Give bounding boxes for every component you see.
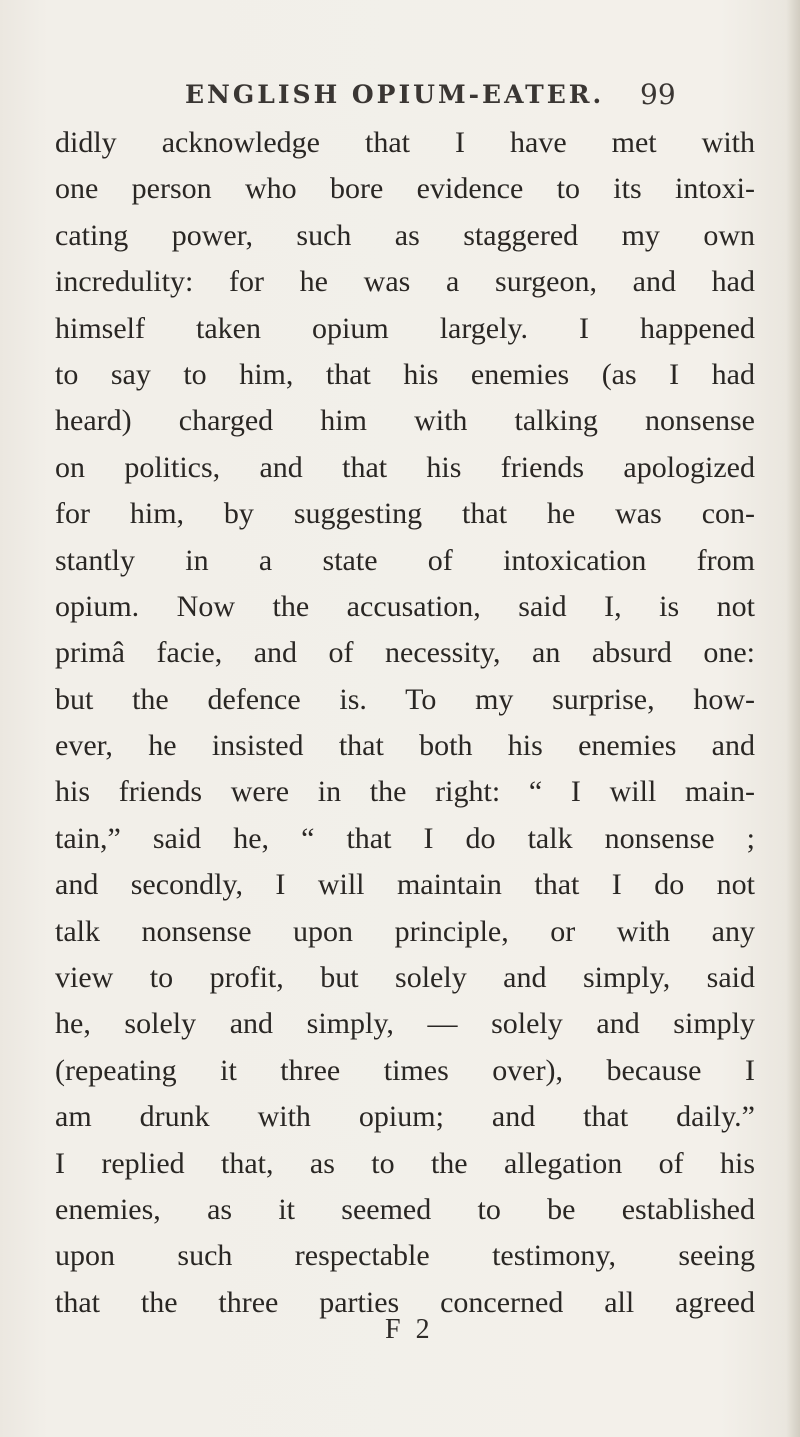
text-line: he, solely and simply, — solely and simply — [55, 1007, 755, 1041]
text-line: (repeating it three times over), because I — [55, 1053, 755, 1087]
text-line: for him, by suggesting that he was con- — [55, 497, 755, 531]
signature-mark: F 2 — [385, 1314, 434, 1345]
text-line: incredulity: for he was a surgeon, and had — [55, 265, 755, 299]
text-line: stantly in a state of intoxication from — [55, 543, 755, 577]
body-text — [55, 120, 755, 1326]
text-line: and secondly, I will maintain that I do not — [55, 868, 755, 902]
text-line: his friends were in the right: “ I will main- — [55, 775, 755, 809]
text-line: himself taken opium largely. I happened — [55, 311, 755, 345]
text-line: I replied that, as to the allegation of his — [55, 1146, 755, 1180]
text-line: one person who bore evidence to its intoxi- — [55, 172, 755, 206]
text-line: tain,” said he, “ that I do talk nonsense ; — [55, 821, 755, 855]
text-line: am drunk with opium; and that daily.” — [55, 1100, 755, 1134]
text-line: talk nonsense upon principle, or with any — [55, 914, 755, 948]
running-title: ENGLISH OPIUM-EATER. — [185, 80, 605, 109]
text-line: ever, he insisted that both his enemies and — [55, 729, 755, 763]
text-line: to say to him, that his enemies (as I had — [55, 357, 755, 391]
text-line: cating power, such as staggered my own — [55, 218, 755, 252]
text-line: heard) charged him with talking nonsense — [55, 404, 755, 438]
text-line: but the defence is. To my surprise, how- — [55, 682, 755, 716]
page-edge-shadow — [786, 0, 800, 1437]
text-line: enemies, as it seemed to be established — [55, 1192, 755, 1226]
text-line: on politics, and that his friends apologized — [55, 450, 755, 484]
text-line: upon such respectable testimony, seeing — [55, 1239, 755, 1273]
text-line: view to profit, but solely and simply, said — [55, 961, 755, 995]
text-line: primâ facie, and of necessity, an absurd one: — [55, 636, 755, 670]
page-number: 99 — [640, 78, 676, 111]
text-line: opium. Now the accusation, said I, is not — [55, 589, 755, 623]
text-line: that the three parties concerned all agreed — [55, 1285, 755, 1319]
text-line: didly acknowledge that I have met with — [55, 126, 755, 159]
